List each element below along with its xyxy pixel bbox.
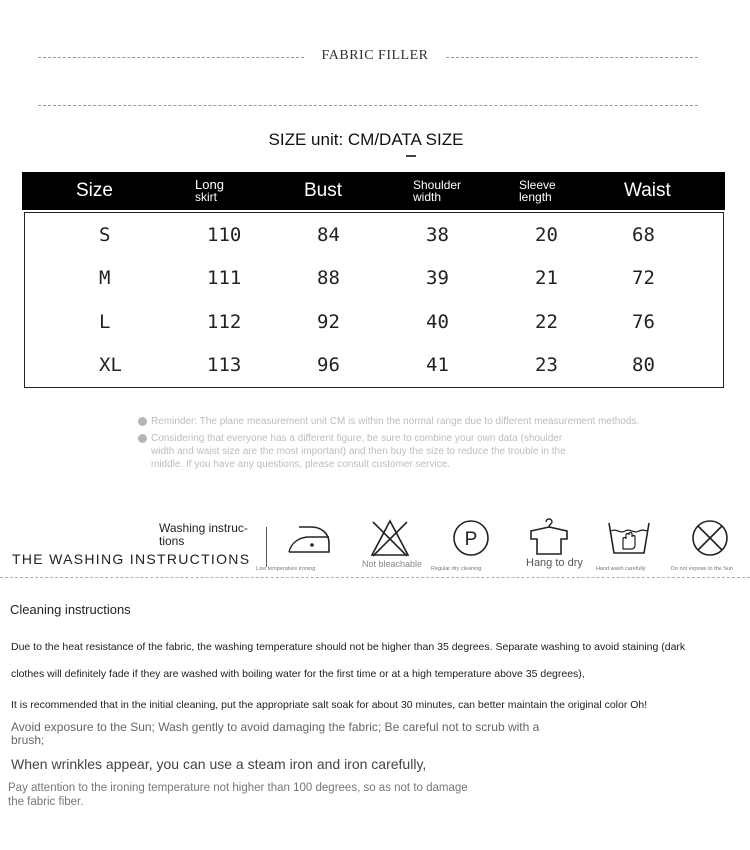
header-shoulder-line2: width xyxy=(413,190,442,204)
cell-sleeve: 22 xyxy=(535,311,558,333)
cell-sleeve: 23 xyxy=(535,354,558,376)
cell-waist: 80 xyxy=(632,354,655,376)
cell-sleeve: 21 xyxy=(535,267,558,289)
bullet-icon xyxy=(138,434,147,443)
cell-long-skirt: 110 xyxy=(207,224,242,246)
hang-dry-icon xyxy=(526,514,572,556)
cell-bust: 92 xyxy=(317,311,340,333)
table-row xyxy=(25,345,725,385)
hand-wash-icon xyxy=(606,519,652,557)
reminder-advice-line2: width and waist size are the most important) and then buy the size to reduce the trouble in the xyxy=(151,446,566,457)
header-sleeve-line1: Sleeve xyxy=(519,178,556,192)
no-sun-caption: Do not expose to the Sun xyxy=(671,566,734,572)
dry-clean-symbol: P xyxy=(464,529,478,550)
washing-instructions-title: THE WASHING INSTRUCTIONS xyxy=(12,551,251,567)
cell-long-skirt: 111 xyxy=(207,267,242,289)
cell-long-skirt: 112 xyxy=(207,311,242,333)
cleaning-para-1a: Due to the heat resistance of the fabric, the washing temperature should not be higher than 35 degrees. Separate washing to avoid staining (dark xyxy=(11,641,686,653)
header-sleeve-line2: length xyxy=(519,190,552,204)
reminder-advice-line3: middle. If you have any questions, please consult customer service. xyxy=(151,459,451,470)
cell-size: S xyxy=(99,224,111,246)
dry-clean-caption: Regular dry cleaning xyxy=(431,566,482,572)
cleaning-para-4: When wrinkles appear, you can use a steam iron and iron carefully, xyxy=(11,756,427,772)
reminder-advice-line1: Considering that everyone has a different figure, be sure to combine your own data (shoulder xyxy=(151,433,563,444)
iron-icon xyxy=(285,521,333,557)
cell-long-skirt: 113 xyxy=(207,354,242,376)
cell-size: L xyxy=(99,311,111,333)
cleaning-para-5b: the fabric fiber. xyxy=(8,796,84,808)
cell-sleeve: 20 xyxy=(535,224,558,246)
iron-caption: Low temperature ironing xyxy=(256,566,316,572)
header-shoulder-line1: Shoulder xyxy=(413,178,462,192)
header-shoulder-width xyxy=(413,172,461,210)
cell-size: XL xyxy=(99,354,122,376)
washing-label-line2: tions xyxy=(159,534,185,548)
no-bleach-caption: Not bleachable xyxy=(362,559,423,569)
dry-clean-icon xyxy=(452,519,490,557)
reminder-note xyxy=(138,415,639,428)
header-waist: Waist xyxy=(624,180,671,201)
heading-underline xyxy=(406,155,416,157)
header-bust: Bust xyxy=(304,180,343,201)
size-table-body xyxy=(24,212,724,388)
washing-separator xyxy=(266,527,267,567)
header-sleeve-length xyxy=(519,172,556,210)
cell-shoulder: 38 xyxy=(426,224,449,246)
cell-shoulder: 40 xyxy=(426,311,449,333)
reminder-text: Reminder: The plane measurement unit CM is within the normal range due to different measurement methods. xyxy=(151,416,640,427)
washing-label xyxy=(159,522,259,548)
cell-shoulder: 39 xyxy=(426,267,449,289)
no-sun-icon xyxy=(690,518,730,558)
cell-shoulder: 41 xyxy=(426,354,449,376)
hand-wash-caption: Hand wash carefully xyxy=(596,566,646,572)
top-divider-left xyxy=(38,57,304,58)
cleaning-para-2: It is recommended that in the initial cleaning, put the appropriate salt soak for about 30 minutes, can better maintain the original color Oh! xyxy=(11,699,648,711)
fabric-filler-title: FABRIC FILLER xyxy=(321,48,429,63)
cell-bust: 96 xyxy=(317,354,340,376)
cleaning-para-5a: Pay attention to the ironing temperature not higher than 100 degrees, so as not to damage xyxy=(8,782,468,794)
washing-label-line1: Washing instruc- xyxy=(159,521,248,535)
header-long-skirt-line1: Long xyxy=(195,177,224,192)
top-divider-right xyxy=(446,57,698,58)
section-divider xyxy=(38,105,698,106)
cleaning-para-3a: Avoid exposure to the Sun; Wash gently to avoid damaging the fabric; Be careful not to scrub with a xyxy=(11,720,540,734)
cell-waist: 68 xyxy=(632,224,655,246)
table-row xyxy=(25,258,725,298)
cell-bust: 84 xyxy=(317,224,340,246)
cell-size: M xyxy=(99,267,111,289)
table-row xyxy=(25,302,725,342)
header-long-skirt xyxy=(195,172,224,210)
header-size: Size xyxy=(76,180,113,201)
cleaning-para-3b: brush; xyxy=(11,733,45,747)
table-row xyxy=(25,215,725,255)
size-unit-heading: SIZE unit: CM/DATA SIZE xyxy=(268,130,464,149)
cleaning-para-3 xyxy=(11,721,556,747)
cleaning-instructions-title: Cleaning instructions xyxy=(10,602,131,617)
cleaning-para-1b: clothes will definitely fade if they are washed with boiling water for the first time or at a high temperature above 35 degrees), xyxy=(11,668,585,680)
no-bleach-icon xyxy=(369,518,411,558)
washing-divider xyxy=(0,577,750,578)
cleaning-para-5 xyxy=(8,781,508,809)
cell-bust: 88 xyxy=(317,267,340,289)
reminder-advice xyxy=(138,432,618,471)
cell-waist: 72 xyxy=(632,267,655,289)
hang-dry-caption: Hang to dry xyxy=(526,557,583,569)
bullet-icon xyxy=(138,417,147,426)
size-table-header xyxy=(22,172,725,210)
cell-waist: 76 xyxy=(632,311,655,333)
header-long-skirt-line2: skirt xyxy=(195,190,217,204)
